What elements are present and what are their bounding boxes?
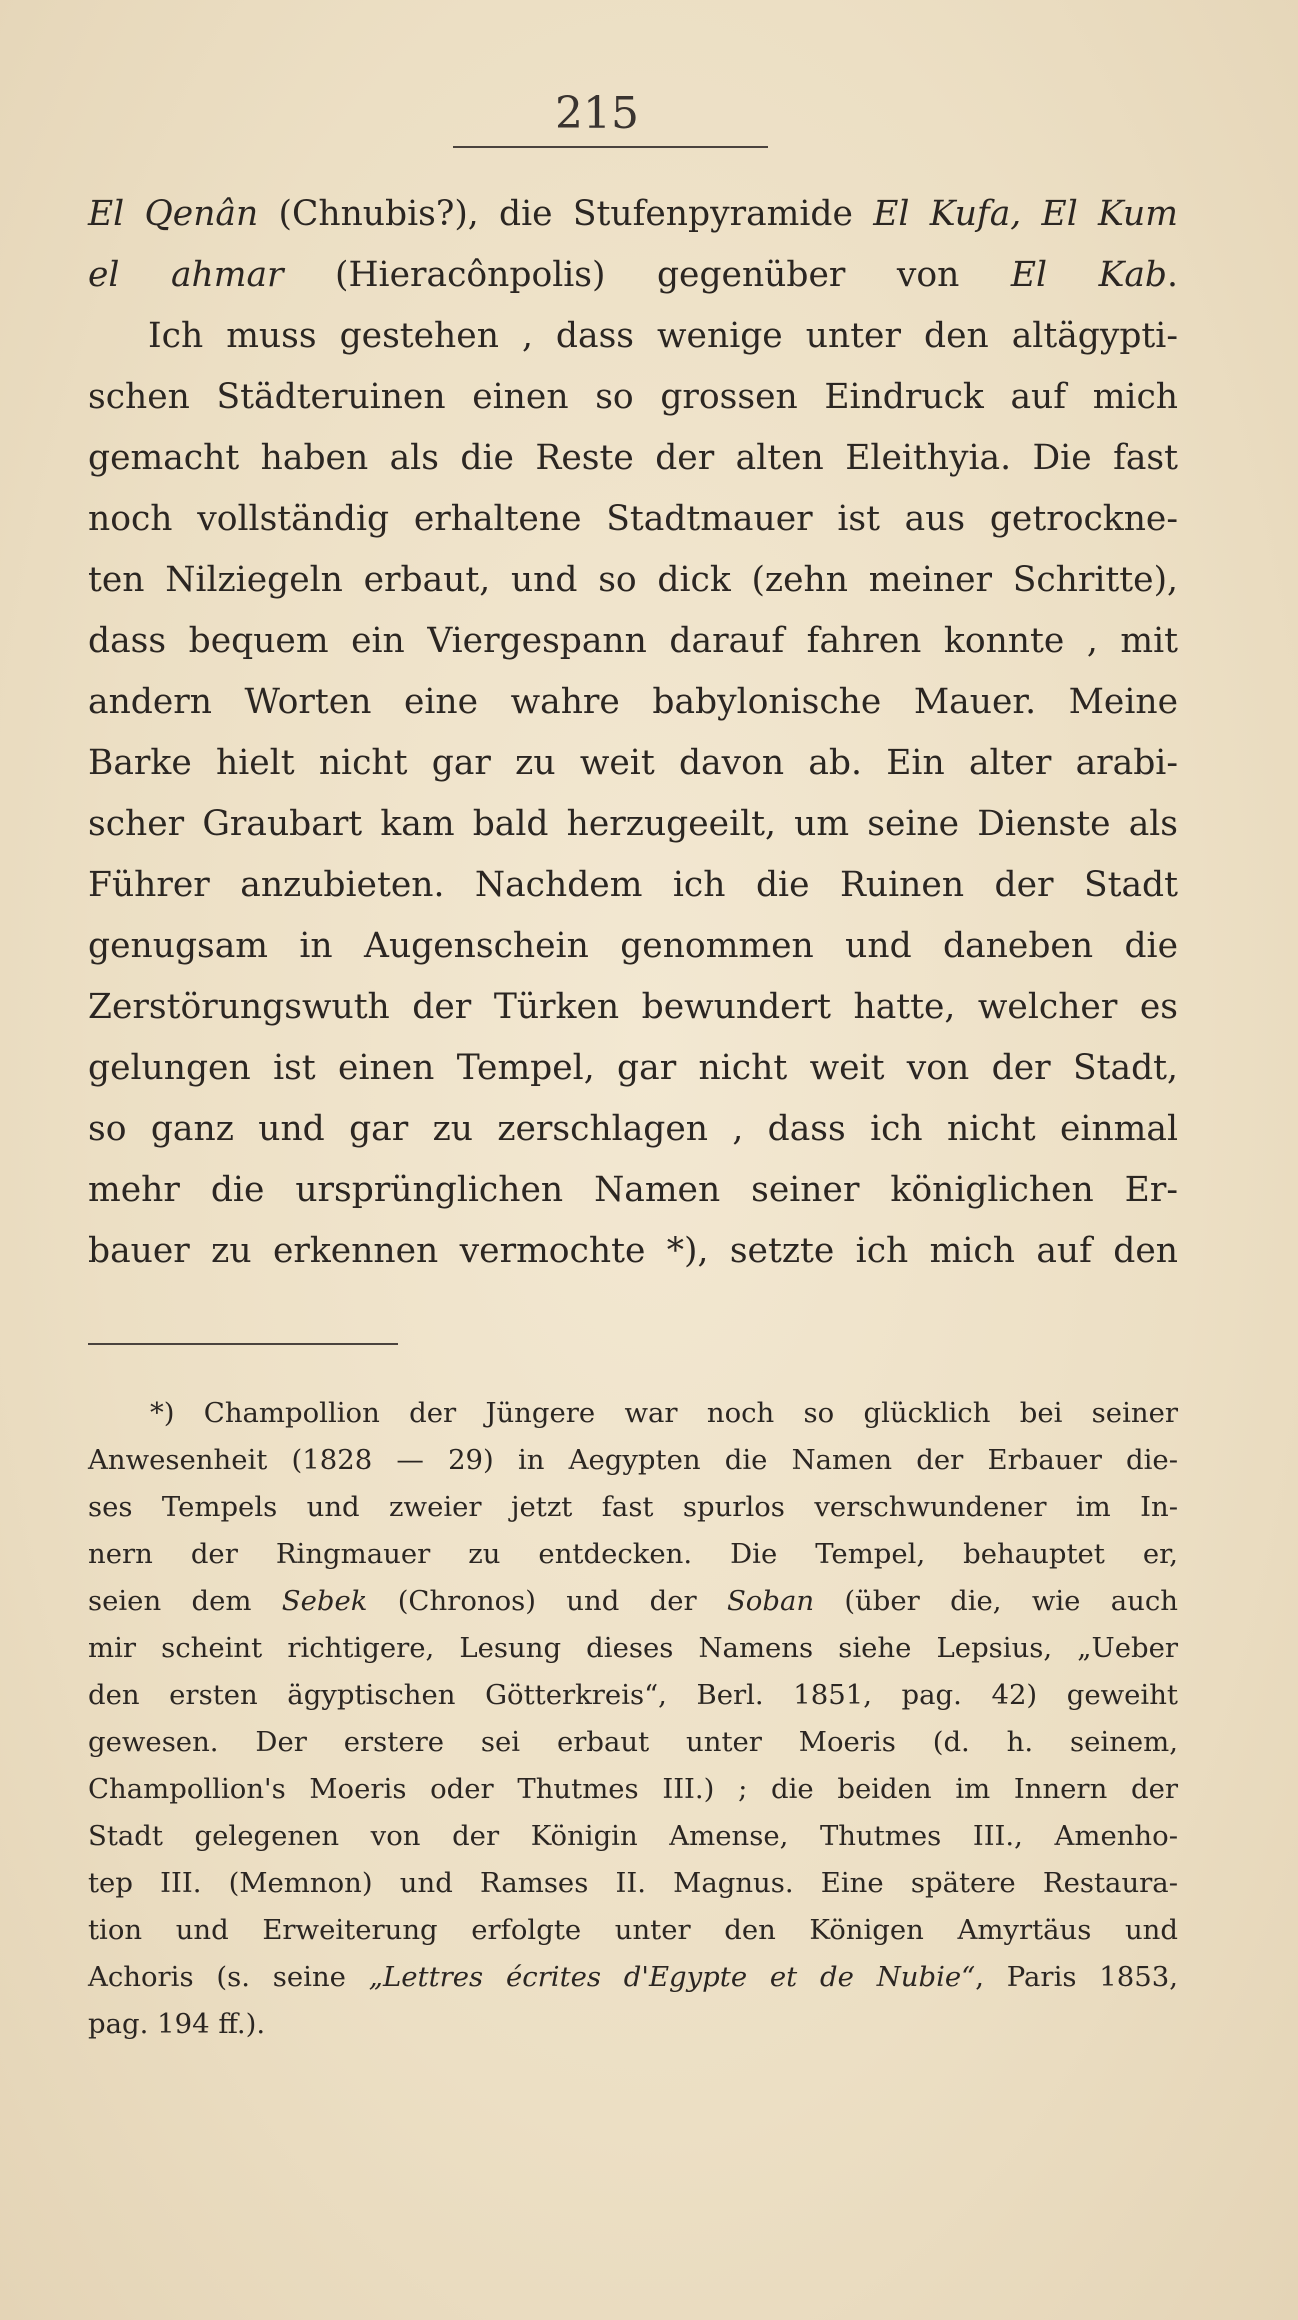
footnote-line: gewesen. Der erstere sei erbaut unter Moeris (d. h. seinem, [88,1726,1178,1758]
text-line: Führer anzubieten. Nachdem ich die Ruinen der Stadt [88,865,1178,905]
place-name: el ahmar [88,255,284,295]
footnote [88,1390,1178,2048]
deity-name: Sebek [281,1585,368,1617]
text-segment: (Chnubis?), die Stufenpyramide [258,194,874,234]
text-line: Barke hielt nicht gar zu weit davon ab. Ein alter arabi- [88,743,1178,783]
text-line: noch vollständig erhaltene Stadtmauer ist aus getrockne- [88,499,1178,539]
text-line: schen Städteruinen einen so grossen Eindruck auf mich [88,377,1178,417]
text-segment: Achoris (s. seine [88,1961,369,1993]
page-number: 215 [555,88,639,139]
text-line: andern Worten eine wahre babylonische Mauer. Meine [88,682,1178,722]
text-line: gelungen ist einen Tempel, gar nicht weit von der Stadt, [88,1048,1178,1088]
footnote-line [88,1578,1178,1625]
text-segment: , Paris 1853, [975,1961,1178,1993]
footnote-rule [88,1343,398,1345]
text-line: mehr die ursprünglichen Namen seiner königlichen Er- [88,1170,1178,1210]
footnote-line: mir scheint richtigere, Lesung dieses Namens siehe Lepsius, „Ueber [88,1632,1178,1664]
footnote-line: nern der Ringmauer zu entdecken. Die Tempel, behauptet er, [88,1538,1178,1570]
footnote-line [88,1954,1178,2001]
text-segment: seien dem [88,1585,282,1617]
text-line: scher Graubart kam bald herzugeeilt, um seine Dienste als [88,804,1178,844]
text-line: Ich muss gestehen , dass wenige unter den altägypti- [148,316,1178,356]
main-text [88,184,1178,1282]
deity-name: Soban [726,1585,815,1617]
text-line: bauer zu erkennen vermochte *), setzte ich mich auf den [88,1231,1178,1271]
text-line: Zerstörungswuth der Türken bewundert hatte, welcher es [88,987,1178,1027]
place-name: El Qenân [88,194,259,234]
footnote-line: Stadt gelegenen von der Königin Amense, Thutmes III., Amenho- [88,1820,1178,1852]
footnote-line: Champollion's Moeris oder Thutmes III.) ; die beiden im Innern der [88,1773,1178,1805]
footnote-line: den ersten ägyptischen Götterkreis“, Berl. 1851, pag. 42) geweiht [88,1679,1178,1711]
text-line [88,245,1178,306]
header-rule [453,146,768,148]
text-line: genugsam in Augenschein genommen und daneben die [88,926,1178,966]
footnote-line: ses Tempels und zweier jetzt fast spurlos verschwundener im In- [88,1491,1178,1523]
book-title: „Lettres écrites d'Egypte et de Nubie“ [368,1961,976,1993]
text-segment: (Hieracônpolis) gegenüber von [283,255,1011,295]
footnote-line: Anwesenheit (1828 — 29) in Aegypten die Namen der Erbauer die- [88,1444,1178,1476]
footnote-line: tep III. (Memnon) und Ramses II. Magnus. Eine spätere Restaura- [88,1867,1178,1899]
place-name: El Kufa, El Kum [873,194,1178,234]
text-segment: . [1167,255,1178,295]
place-name: El Kab [1010,255,1168,295]
text-segment: (Chronos) und der [367,1585,727,1617]
text-line: ten Nilziegeln erbaut, und so dick (zehn meiner Schritte), [88,560,1178,600]
text-segment: (über die, wie auch [814,1585,1178,1617]
footnote-line: pag. 194 ff.). [88,2008,266,2040]
footnote-line: *) Champollion der Jüngere war noch so glücklich bei seiner [150,1397,1178,1429]
text-line: so ganz und gar zu zerschlagen , dass ich nicht einmal [88,1109,1178,1149]
text-line: dass bequem ein Viergespann darauf fahren konnte , mit [88,621,1178,661]
text-line: gemacht haben als die Reste der alten Eleithyia. Die fast [88,438,1178,478]
footnote-line: tion und Erweiterung erfolgte unter den Königen Amyrtäus und [88,1914,1178,1946]
text-line [88,184,1178,245]
